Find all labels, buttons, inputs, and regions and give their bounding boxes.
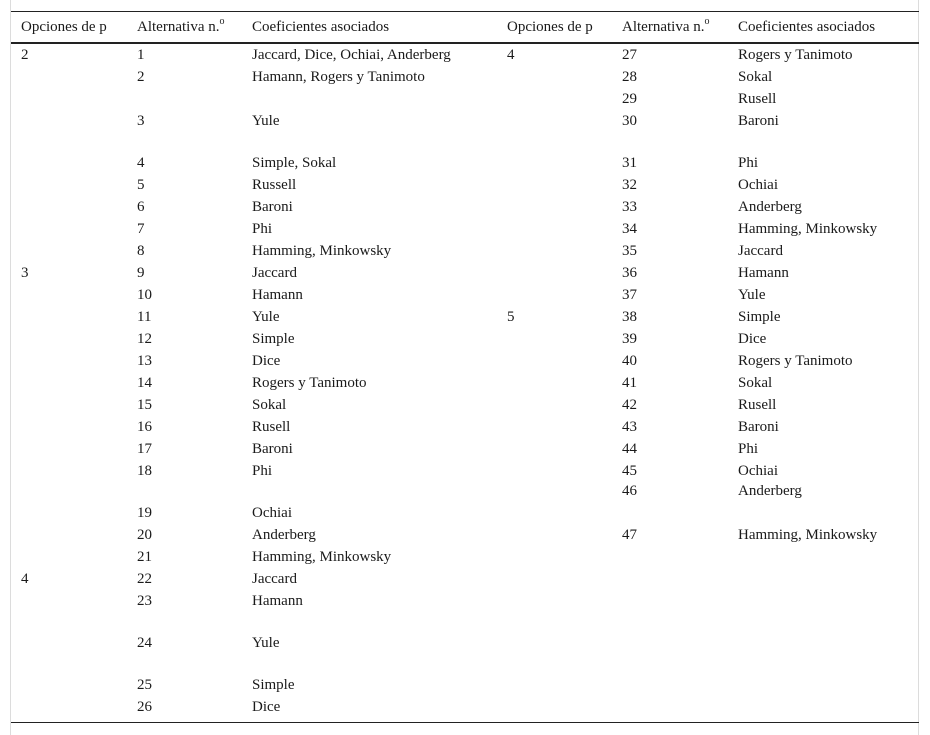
left-row-coef-coeficientes: Jaccard, Dice, Ochiai, Anderberg <box>252 47 451 63</box>
right-row-n-alternativa: 35 <box>622 243 637 259</box>
left-row-coef-coeficientes: Ochiai <box>252 505 292 521</box>
left-row-n-alternativa: 24 <box>137 635 152 651</box>
left-row-coef-coeficientes: Simple, Sokal <box>252 155 337 171</box>
left-row-coef-coeficientes: Jaccard <box>252 571 297 587</box>
right-row-n-alternativa: 43 <box>622 419 637 435</box>
left-row-coef-coeficientes: Baroni <box>252 441 293 457</box>
left-row-n-alternativa: 15 <box>137 397 152 413</box>
header-right-opciones: Opciones de p <box>507 19 593 35</box>
table-top-rule <box>11 11 919 12</box>
left-row-n-alternativa: 4 <box>137 155 145 171</box>
right-row-n-alternativa: 39 <box>622 331 637 347</box>
header-right-ordinal: o <box>704 16 710 27</box>
left-row-p-opciones: 4 <box>21 571 29 587</box>
left-row-coef-coeficientes: Hamann, Rogers y Tanimoto <box>252 69 425 85</box>
header-left-coeficientes: Coeficientes asociados <box>252 19 390 35</box>
left-row-n-alternativa: 13 <box>137 353 152 369</box>
left-row-coef-coeficientes: Dice <box>252 353 281 369</box>
right-row-coef-coeficientes: Baroni <box>738 113 779 129</box>
left-row-n-alternativa: 10 <box>137 287 152 303</box>
right-row-n-alternativa: 46 <box>622 483 637 499</box>
left-row-n-alternativa: 1 <box>137 47 145 63</box>
right-row-n-alternativa: 29 <box>622 91 637 107</box>
right-row-n-alternativa: 47 <box>622 527 637 543</box>
left-row-coef-coeficientes: Rogers y Tanimoto <box>252 375 367 391</box>
left-row-coef-coeficientes: Yule <box>252 113 280 129</box>
left-row-coef-coeficientes: Sokal <box>252 397 287 413</box>
left-row-coef-coeficientes: Dice <box>252 699 281 715</box>
right-row-coef-coeficientes: Yule <box>738 287 766 303</box>
left-row-coef-coeficientes: Russell <box>252 177 297 193</box>
right-row-p-opciones: 5 <box>507 309 515 325</box>
left-row-coef-coeficientes: Phi <box>252 221 273 237</box>
table-bottom-rule <box>11 722 919 723</box>
left-row-n-alternativa: 14 <box>137 375 152 391</box>
right-row-n-alternativa: 40 <box>622 353 637 369</box>
right-row-coef-coeficientes: Ochiai <box>738 177 778 193</box>
left-row-n-alternativa: 3 <box>137 113 145 129</box>
left-row-n-alternativa: 2 <box>137 69 145 85</box>
right-row-n-alternativa: 41 <box>622 375 637 391</box>
left-row-coef-coeficientes: Anderberg <box>252 527 316 543</box>
right-row-coef-coeficientes: Simple <box>738 309 781 325</box>
left-row-n-alternativa: 22 <box>137 571 152 587</box>
left-row-n-alternativa: 8 <box>137 243 145 259</box>
left-row-coef-coeficientes: Phi <box>252 463 273 479</box>
left-row-n-alternativa: 5 <box>137 177 145 193</box>
left-row-n-alternativa: 11 <box>137 309 152 325</box>
right-row-n-alternativa: 45 <box>622 463 637 479</box>
right-row-n-alternativa: 27 <box>622 47 637 63</box>
right-row-n-alternativa: 33 <box>622 199 637 215</box>
right-row-n-alternativa: 34 <box>622 221 637 237</box>
left-row-coef-coeficientes: Hamming, Minkowsky <box>252 243 392 259</box>
left-row-coef-coeficientes: Hamann <box>252 287 303 303</box>
left-row-coef-coeficientes: Hamming, Minkowsky <box>252 549 392 565</box>
left-row-n-alternativa: 19 <box>137 505 152 521</box>
left-row-coef-coeficientes: Rusell <box>252 419 291 435</box>
right-row-n-alternativa: 37 <box>622 287 637 303</box>
left-row-coef-coeficientes: Simple <box>252 331 295 347</box>
header-right-alternativa-text: Alternativa n. <box>622 19 705 35</box>
right-row-coef-coeficientes: Hamming, Minkowsky <box>738 221 878 237</box>
right-row-coef-coeficientes: Phi <box>738 155 759 171</box>
right-row-n-alternativa: 28 <box>622 69 637 85</box>
right-row-coef-coeficientes: Rusell <box>738 397 777 413</box>
right-row-coef-coeficientes: Rogers y Tanimoto <box>738 353 853 369</box>
table-header-rule <box>11 42 919 44</box>
left-row-n-alternativa: 21 <box>137 549 152 565</box>
left-row-coef-coeficientes: Yule <box>252 309 280 325</box>
right-row-n-alternativa: 38 <box>622 309 637 325</box>
right-row-coef-coeficientes: Hamann <box>738 265 789 281</box>
right-row-n-alternativa: 44 <box>622 441 637 457</box>
left-row-n-alternativa: 18 <box>137 463 152 479</box>
left-row-n-alternativa: 12 <box>137 331 152 347</box>
right-row-n-alternativa: 32 <box>622 177 637 193</box>
header-right-alternativa <box>622 18 709 36</box>
left-row-p-opciones: 3 <box>21 265 29 281</box>
right-row-coef-coeficientes: Ochiai <box>738 463 778 479</box>
left-row-n-alternativa: 16 <box>137 419 152 435</box>
left-row-n-alternativa: 7 <box>137 221 145 237</box>
right-row-coef-coeficientes: Dice <box>738 331 767 347</box>
right-row-n-alternativa: 36 <box>622 265 637 281</box>
left-row-coef-coeficientes: Hamann <box>252 593 303 609</box>
header-left-opciones: Opciones de p <box>21 19 107 35</box>
right-row-coef-coeficientes: Phi <box>738 441 759 457</box>
left-row-n-alternativa: 23 <box>137 593 152 609</box>
left-row-p-opciones: 2 <box>21 47 29 63</box>
left-row-n-alternativa: 6 <box>137 199 145 215</box>
header-left-alternativa <box>137 18 224 36</box>
right-row-coef-coeficientes: Rogers y Tanimoto <box>738 47 853 63</box>
left-row-n-alternativa: 25 <box>137 677 152 693</box>
header-left-ordinal: o <box>219 16 225 27</box>
right-row-coef-coeficientes: Anderberg <box>738 199 802 215</box>
right-row-coef-coeficientes: Sokal <box>738 375 773 391</box>
left-row-coef-coeficientes: Jaccard <box>252 265 297 281</box>
header-right-coeficientes: Coeficientes asociados <box>738 19 876 35</box>
right-row-coef-coeficientes: Hamming, Minkowsky <box>738 527 878 543</box>
left-row-n-alternativa: 26 <box>137 699 152 715</box>
left-row-n-alternativa: 20 <box>137 527 152 543</box>
right-row-coef-coeficientes: Sokal <box>738 69 773 85</box>
left-row-n-alternativa: 17 <box>137 441 152 457</box>
right-row-coef-coeficientes: Rusell <box>738 91 777 107</box>
left-row-coef-coeficientes: Baroni <box>252 199 293 215</box>
header-left-alternativa-text: Alternativa n. <box>137 19 220 35</box>
right-row-coef-coeficientes: Baroni <box>738 419 779 435</box>
right-row-coef-coeficientes: Jaccard <box>738 243 783 259</box>
left-row-n-alternativa: 9 <box>137 265 145 281</box>
right-row-coef-coeficientes: Anderberg <box>738 483 802 499</box>
right-row-n-alternativa: 42 <box>622 397 637 413</box>
right-row-n-alternativa: 30 <box>622 113 637 129</box>
right-row-n-alternativa: 31 <box>622 155 637 171</box>
left-row-coef-coeficientes: Simple <box>252 677 295 693</box>
right-row-p-opciones: 4 <box>507 47 515 63</box>
left-row-coef-coeficientes: Yule <box>252 635 280 651</box>
